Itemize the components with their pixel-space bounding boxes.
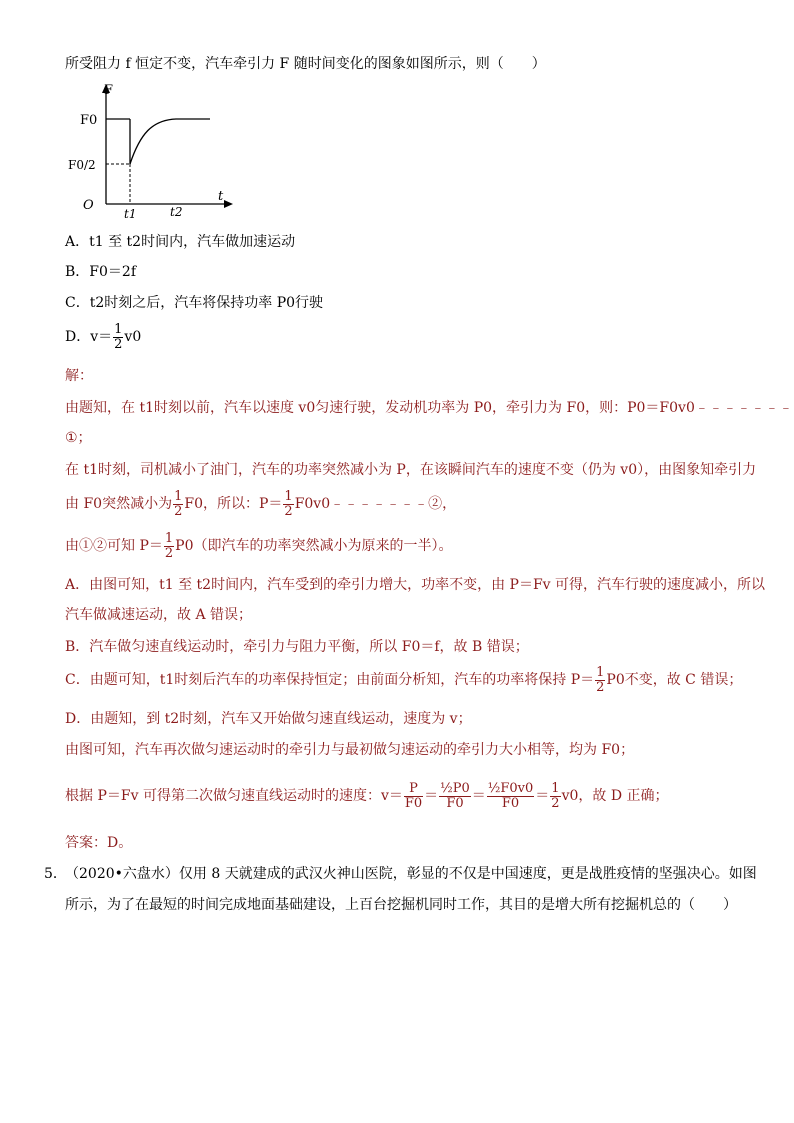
tick-t2: t2 — [170, 205, 183, 219]
solution-label: 解： — [65, 368, 93, 384]
solution-p3: 由 F0突然减小为 $\frac{1}{2}$ F0，所以：P＝ $\frac{1}{2}$ F0v0﹣﹣﹣﹣﹣﹣﹣②， — [65, 488, 457, 519]
question-5-line2: 所示，为了在最短的时间完成地面基础建设，上百台挖掘机同时工作，其目的是增大所有挖掘机总的（ ） — [65, 897, 737, 913]
option-d: D．v＝ $\frac{1}{2}$ v0 — [65, 321, 142, 352]
solution-p1: 由题知，在 t1时刻以前，汽车以速度 v0匀速行驶，发动机功率为 P0，牵引力为 F0，则：P0＝F0v0﹣﹣﹣﹣﹣﹣﹣ — [65, 400, 793, 416]
solution-d2: 由图可知，汽车再次做匀速运动时的牵引力与最初做匀速运动的牵引力大小相等，均为 F0； — [65, 742, 635, 758]
tick-t1: t1 — [124, 207, 137, 221]
question-5-line1: （2020•六盘水）仅用 8 天就建成的武汉火神山医院，彰显的不仅是中国速度，更是战胜疫情的坚强决心。如图 — [65, 866, 757, 882]
question-5-number: 5． — [44, 866, 67, 882]
solution-d1: D．由题知，到 t2时刻，汽车又开始做匀速直线运动，速度为 v； — [65, 711, 472, 727]
origin-label: O — [83, 198, 94, 213]
solution-d3: 根据 P＝Fv 可得第二次做匀速直线运动时的速度：v＝ $\frac{P}{F0}$ ＝ $\frac{\text{½P0}}{F0}$ ＝ $\frac{\text{½F0v0}}{F0}$ ＝ $\frac{1}{2}$ v0，故 D 正确； — [65, 780, 669, 811]
question-intro: 所受阻力 f 恒定不变，汽车牵引力 F 随时间变化的图象如图所示，则（ ） — [65, 56, 546, 72]
option-a: A．t1 至 t2时间内，汽车做加速运动 — [65, 234, 296, 250]
solution-c1: C．由题可知，t1时刻后汽车的功率保持恒定；由前面分析知，汽车的功率将保持 P＝ $\frac{1}{2}$ P0不变，故 C 错误； — [65, 664, 743, 695]
option-c: C．t2时刻之后，汽车将保持功率 P0行驶 — [65, 295, 324, 311]
solution-a2: 汽车做减速运动，故 A 错误； — [65, 607, 253, 623]
solution-a1: A．由图可知，t1 至 t2时间内，汽车受到的牵引力增大，功率不变，由 P＝Fv 可得，汽车行驶的速度减小，所以 — [65, 577, 766, 593]
x-axis-label: t — [218, 189, 224, 204]
tick-f0-half: F0/2 — [68, 158, 96, 172]
solution-p4: 由①②可知 P＝ $\frac{1}{2}$ P0（即汽车的功率突然减小为原来的一半）。 — [65, 530, 453, 561]
solution-b1: B．汽车做匀速直线运动时，牵引力与阻力平衡，所以 F0＝f，故 B 错误； — [65, 639, 529, 655]
option-b: B．F0＝2f — [65, 264, 136, 280]
y-axis-label: F — [104, 83, 114, 98]
solution-answer: 答案：D。 — [65, 835, 133, 851]
tick-f0: F0 — [80, 113, 98, 128]
solution-p1-mark: ①； — [65, 430, 92, 446]
force-time-graph — [62, 82, 242, 222]
solution-p2: 在 t1时刻，司机减小了油门，汽车的功率突然减小为 P，在该瞬间汽车的速度不变（仍为 v0），由图象知牵引力 — [65, 462, 757, 478]
